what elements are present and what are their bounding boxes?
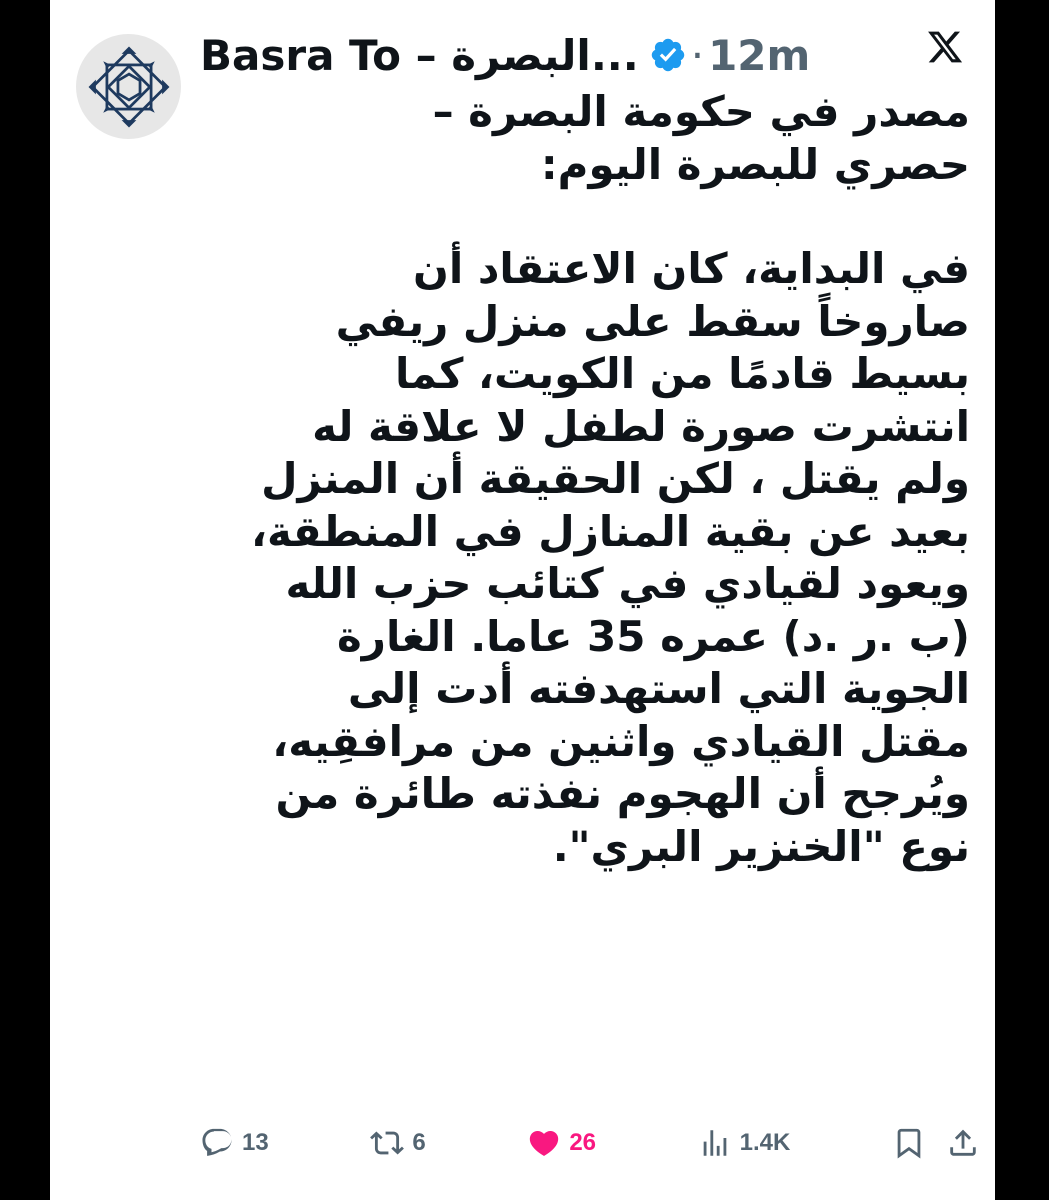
heart-icon bbox=[527, 1126, 561, 1160]
avatar[interactable] bbox=[76, 34, 181, 139]
share-icon[interactable] bbox=[946, 1126, 980, 1160]
text-line: نوع "الخنزير البري". bbox=[552, 821, 970, 871]
like-button[interactable] bbox=[527, 1126, 596, 1160]
text-line: انتشرت صورة لطفل لا علاقة له bbox=[312, 401, 970, 451]
views-count: 1.4K bbox=[739, 1129, 791, 1156]
views-icon bbox=[698, 1126, 732, 1160]
text-paragraph-2 bbox=[200, 243, 970, 873]
text-line: ويُرجح أن الهجوم نفذته طائرة من bbox=[275, 769, 970, 818]
reply-count: 13 bbox=[242, 1129, 269, 1156]
reply-icon bbox=[200, 1126, 234, 1160]
repost-icon bbox=[370, 1126, 404, 1160]
repost-button[interactable] bbox=[370, 1126, 425, 1160]
bookmark-icon[interactable] bbox=[892, 1126, 926, 1160]
text-line: في البداية، كان الاعتقاد أن bbox=[413, 244, 970, 293]
text-line: بعيد عن بقية المنازل في المنطقة، bbox=[251, 506, 970, 556]
views-button[interactable] bbox=[698, 1126, 791, 1160]
text-line: الجوية التي استهدفته أدت إلى bbox=[347, 664, 970, 713]
text-line: بسيط قادمًا من الكويت، كما bbox=[395, 349, 970, 398]
tweet-header bbox=[200, 26, 860, 84]
timestamp[interactable]: 12m bbox=[708, 30, 811, 80]
text-line: صاروخاً سقط على منزل ريفي bbox=[335, 296, 970, 346]
text-line: ويعود لقيادي في كتائب حزب الله bbox=[285, 559, 970, 608]
tweet-text bbox=[200, 86, 970, 873]
text-line: (ب .ر .د) عمره 35 عاما. الغارة bbox=[336, 611, 970, 661]
author-name[interactable]: Basra To – البصرة... bbox=[200, 30, 639, 80]
tweet-actions bbox=[200, 1118, 980, 1168]
like-count: 26 bbox=[569, 1129, 597, 1156]
bookmark-share-group bbox=[892, 1126, 980, 1160]
text-line: حصري للبصرة اليوم: bbox=[540, 139, 970, 189]
text-line: مقتل القيادي واثنين من مرافقِيه، bbox=[272, 716, 970, 766]
repost-count: 6 bbox=[412, 1129, 426, 1156]
separator-dot: · bbox=[690, 30, 705, 80]
text-line: مصدر في حكومة البصرة – bbox=[432, 87, 970, 136]
text-paragraph-1 bbox=[200, 86, 970, 191]
x-logo-icon[interactable] bbox=[926, 26, 964, 68]
text-line: ولم يقتل ، لكن الحقيقة أن المنزل bbox=[261, 454, 970, 503]
tweet-card bbox=[50, 0, 995, 1200]
reply-button[interactable] bbox=[200, 1126, 269, 1160]
verified-badge-icon bbox=[649, 36, 687, 74]
basra-emblem-icon bbox=[83, 41, 175, 133]
